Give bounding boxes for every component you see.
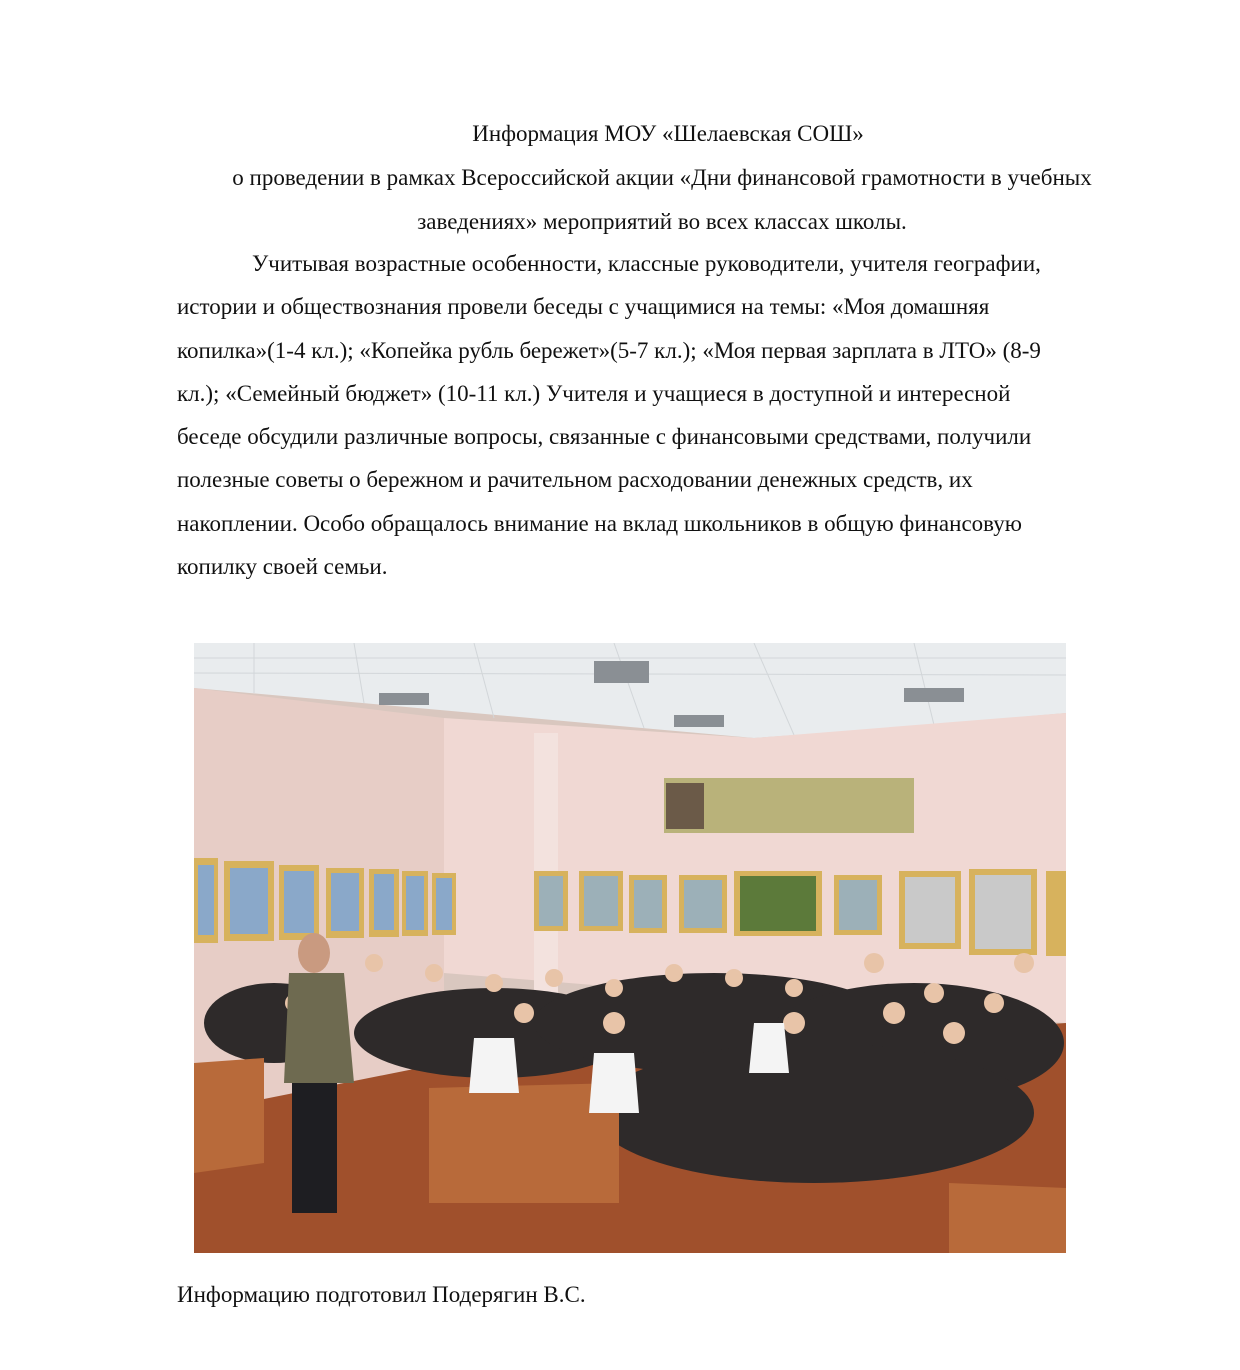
body-line: накоплении. Особо обращалось внимание на вклад школьников в общую финансовую [177, 510, 1022, 536]
classroom-photo [194, 643, 1066, 1253]
body-line: беседе обсудили различные вопросы, связанные с финансовыми средствами, получили [177, 424, 1032, 450]
body-line: Учитывая возрастные особенности, классные руководители, учителя географии, [252, 251, 1041, 276]
body-paragraph [177, 242, 1117, 588]
body-line: кл.); «Семейный бюджет» (10-11 кл.) Учителя и учащиеся в доступной и интересной [177, 380, 1011, 406]
body-line: полезные советы о бережном и рачительном расходовании денежных средств, их [177, 467, 973, 493]
body-line: копилка»(1-4 кл.); «Копейка рубль бережет»(5-7 кл.); «Моя первая зарплата в ЛТО» (8-9 [177, 337, 1041, 363]
author-note: Информацию подготовил Подерягин В.С. [177, 1282, 586, 1307]
body-line: истории и обществознания провели беседы с учащимися на темы: «Моя домашняя [177, 294, 990, 320]
title-line-1: Информация МОУ «Шелаевская СОШ» [472, 121, 864, 146]
document-title [0, 112, 1240, 244]
title-line-3: заведениях» мероприятий во всех классах школы. [417, 209, 907, 234]
title-line-2: о проведении в рамках Всероссийской акции «Дни финансовой грамотности в учебных [232, 165, 1092, 190]
body-line: копилку своей семьи. [177, 554, 388, 580]
